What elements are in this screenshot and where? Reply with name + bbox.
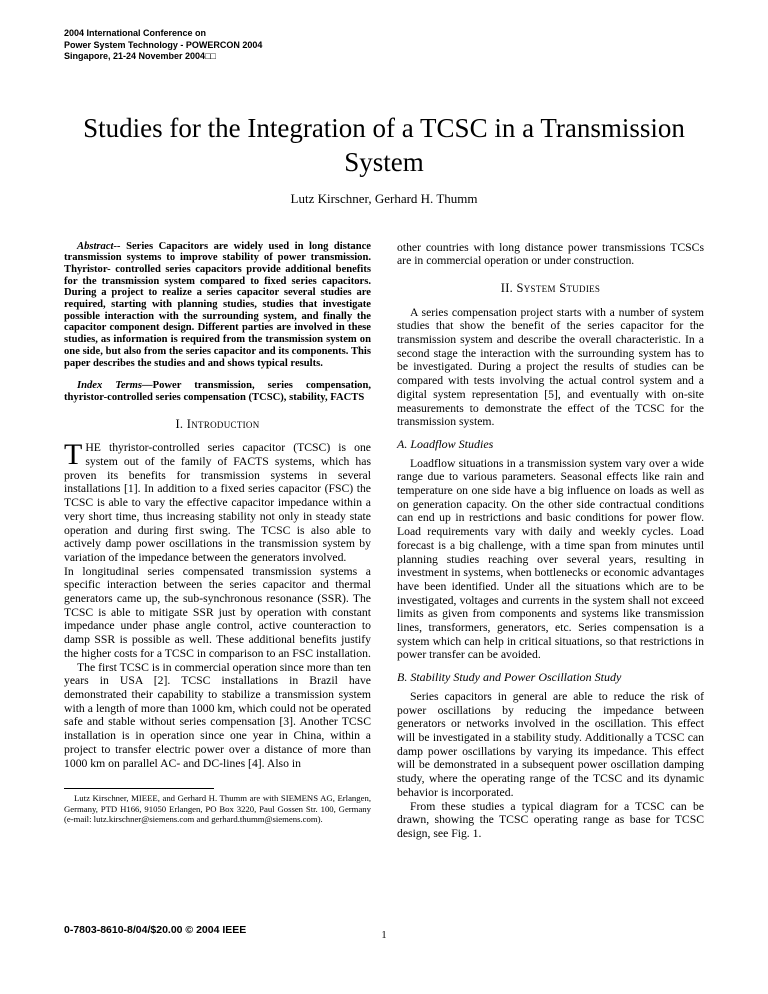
abstract-lead: Abstract-- bbox=[77, 240, 121, 252]
index-terms-lead: Index Terms— bbox=[77, 380, 153, 392]
conference-header-line3: Singapore, 21-24 November 2004□□ bbox=[64, 51, 216, 61]
footer-copyright: 0-7803-8610-8/04/$20.00 © 2004 IEEE bbox=[64, 924, 247, 936]
intro-paragraph-1 bbox=[64, 438, 371, 564]
system-studies-paragraph: A series compensation project starts with a number of system studies that show the benefit of the series capacitor for the transmission system and describe the overall characteristic. In a second stage the interaction with the surrounding system has to be investigated. During a project the results of studies can be compared with tests involving the actual control system and a digital system representation [5], and eventually with on-site measurements to demonstrate the effect of the TCSC for the transmission system. bbox=[397, 305, 704, 429]
column-right bbox=[397, 241, 704, 841]
stability-paragraph-1: Series capacitors in general are able to reduce the risk of power oscillations by reducing the impedance between generators or networks involved in the oscillation. This effect will be investigated in a stability study. Additionally a TCSC can damp power oscillations by varying its impedance. This effect will be demonstrated in a subsequent power oscillation damping study, where the operating range of the TCSC and its dynamic behavior is incorporated. bbox=[397, 689, 704, 799]
author-footnote bbox=[64, 788, 371, 824]
subsection-heading-stability: B. Stability Study and Power Oscillation Study bbox=[397, 670, 622, 685]
drop-cap: T bbox=[64, 438, 83, 472]
intro-paragraph-3: The first TCSC is in commercial operation since more than ten years in USA [2]. TCSC installations in Brazil have demonstrated their capability to stabilize a transmission system with a length of more than 1000 km, which could not be operated safe and stable without series compensation [3]. Another TCSC installation is in operation since one year in China, within a project to transfer electric power over a distance of more than 1000 km on parallel AC- and DC-lines [4]. Also in bbox=[64, 660, 371, 770]
author-footnote-text: Lutz Kirschner, MIEEE, and Gerhard H. Thumm are with SIEMENS AG, Erlangen, Germany, PTD H166, 91050 Erlangen, PO Box 3220, Paul Gossen Str. 100, Germany (e-mail: lutz.kirschner@siemens.com and gerhard.thumm@siemens.com). bbox=[64, 793, 371, 824]
index-terms-paragraph bbox=[64, 380, 371, 403]
section-heading-system-studies: II. System Studies bbox=[500, 280, 601, 295]
subsection-heading-loadflow: A. Loadflow Studies bbox=[397, 436, 494, 451]
two-column-body bbox=[64, 241, 704, 841]
authors-line: Lutz Kirschner, Gerhard H. Thumm bbox=[290, 190, 478, 206]
intro-paragraph-1-text: HE thyristor-controlled series capacitor (TCSC) is one system out of the family of FACTS systems, which has proven its benefits for transmission systems in several installations [1]. In addition to a fixed series capacitor (FSC) the TCSC is able to vary the effective capacitor impedance within a very short time, thus increasing stability not only in steady state operation and during first swing. The TCSC is also able to actively damp power oscillations in the transmission system by variation of the impedance between the generators involved. bbox=[64, 441, 371, 564]
footnote-rule bbox=[64, 788, 214, 789]
right-continuation-paragraph: other countries with long distance power transmissions TCSCs are in commercial operation or under construction. bbox=[397, 240, 704, 268]
section-heading-introduction: I. Introduction bbox=[175, 416, 260, 431]
column-left bbox=[64, 241, 371, 841]
conference-header-line2: Power System Technology - POWERCON 2004 bbox=[64, 39, 263, 50]
intro-paragraph-2: In longitudinal series compensated transmission systems a specific interaction between the series capacitor and thermal generators came up, the sub-synchronous resonance (SSR). The TCSC is able to mitigate SSR just by operation with constant impedance under phase angle control, active counteraction to damp SSR is possible as well. These additional benefits justify the higher costs for a TCSC in comparison to an FSC installation. bbox=[64, 564, 371, 660]
abstract-text: Series Capacitors are widely used in long distance transmission systems to improve stability of power transmission. Thyristor- controlled series capacitors provide additional benefits for the transmission system compared to fixed series capacitors. During a project to realize a series capacitor several studies are required, starting with planning studies, studies that investigate possible interaction with the surrounding system, and finally the capacitor component design. Different parties are involved in these studies, as information is required from the transmission system on one side, but also from the series capacitor and its components. This paper describes the studies and and shows typical results. bbox=[64, 240, 371, 369]
loadflow-paragraph: Loadflow situations in a transmission system vary over a wide range due to various parameters. Seasonal effects like rain and temperature on one side have a big influence on loads as well as on generation capacity. On the other side contractual conditions can end up in restrictions and basic conditions for power flow. Load requirements vary with daily and weekly cycles. Load forecast is a big challenge, with a time span from minutes until planning studies reaching over several years, resulting in investment in systems, when bottlenecks or economic advantages have been identified. Under all the situations which are to be investigated, voltages and currents in the system shall not exceed limits as given from components and systems like transmission lines, transformers, generators, etc. Series compensation is a system which can help in critical situations, so that restrictions in power transfer can be avoided. bbox=[397, 456, 704, 662]
stability-paragraph-2: From these studies a typical diagram for a TCSC can be drawn, showing the TCSC operating range as base for TCSC design, see Fig. 1. bbox=[397, 799, 704, 840]
conference-header-line1: 2004 International Conference on bbox=[64, 28, 207, 38]
conference-header bbox=[64, 28, 704, 63]
page-number: 1 bbox=[381, 930, 387, 941]
index-terms-text: Power transmission, series compensation, thyristor-controlled series compensation (TCSC), stability, FACTS bbox=[64, 380, 371, 403]
paper-title: Studies for the Integration of a TCSC in a Transmission System bbox=[83, 112, 685, 177]
abstract-paragraph bbox=[64, 241, 371, 370]
